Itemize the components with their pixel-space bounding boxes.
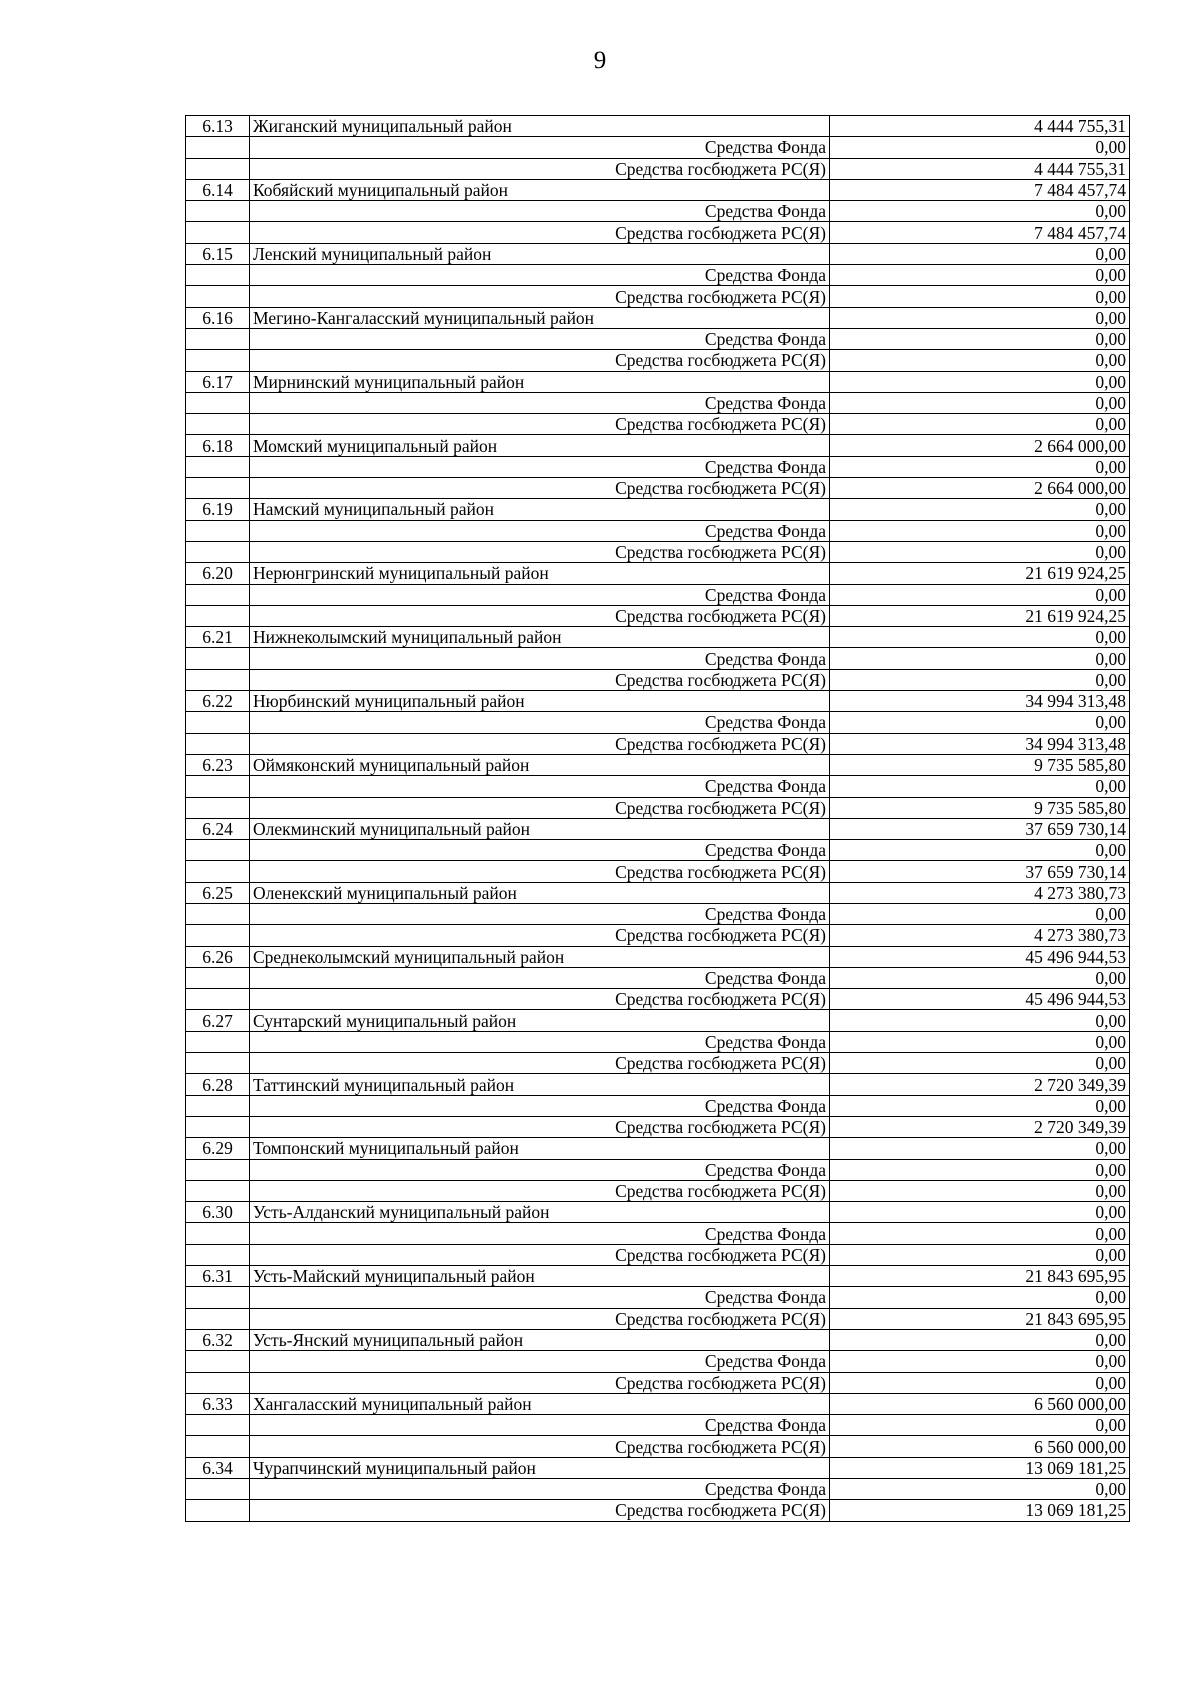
district-row bbox=[186, 179, 1130, 200]
state-budget-row bbox=[186, 1500, 1130, 1521]
item-number: 6.23 bbox=[186, 754, 250, 775]
state-budget-label: Средства госбюджета РС(Я) bbox=[250, 414, 830, 435]
fund-row bbox=[186, 1159, 1130, 1180]
state-budget-row bbox=[186, 1308, 1130, 1329]
empty-cell bbox=[186, 584, 250, 605]
item-number: 6.21 bbox=[186, 627, 250, 648]
state-budget-label: Средства госбюджета РС(Я) bbox=[250, 1116, 830, 1137]
fund-amount: 0,00 bbox=[830, 903, 1130, 924]
state-budget-amount: 37 659 730,14 bbox=[830, 861, 1130, 882]
fund-amount: 0,00 bbox=[830, 328, 1130, 349]
fund-label: Средства Фонда bbox=[250, 840, 830, 861]
state-budget-label: Средства госбюджета РС(Я) bbox=[250, 1180, 830, 1201]
district-name: Оймяконский муниципальный район bbox=[250, 754, 830, 775]
state-budget-amount: 4 273 380,73 bbox=[830, 925, 1130, 946]
item-number: 6.13 bbox=[186, 116, 250, 137]
empty-cell bbox=[186, 989, 250, 1010]
state-budget-row bbox=[186, 1244, 1130, 1265]
fund-row bbox=[186, 584, 1130, 605]
fund-row bbox=[186, 265, 1130, 286]
district-name: Кобяйский муниципальный район bbox=[250, 179, 830, 200]
fund-label: Средства Фонда bbox=[250, 137, 830, 158]
empty-cell bbox=[186, 1223, 250, 1244]
state-budget-amount: 0,00 bbox=[830, 1244, 1130, 1265]
state-budget-row bbox=[186, 1116, 1130, 1137]
item-number: 6.28 bbox=[186, 1074, 250, 1095]
district-total: 0,00 bbox=[830, 1329, 1130, 1350]
district-row bbox=[186, 946, 1130, 967]
fund-amount: 0,00 bbox=[830, 137, 1130, 158]
empty-cell bbox=[186, 669, 250, 690]
state-budget-label: Средства госбюджета РС(Я) bbox=[250, 222, 830, 243]
district-name: Оленекский муниципальный район bbox=[250, 882, 830, 903]
district-name: Жиганский муниципальный район bbox=[250, 116, 830, 137]
state-budget-amount: 0,00 bbox=[830, 286, 1130, 307]
district-total: 13 069 181,25 bbox=[830, 1457, 1130, 1478]
fund-label: Средства Фонда bbox=[250, 1223, 830, 1244]
empty-cell bbox=[186, 967, 250, 988]
district-total: 0,00 bbox=[830, 307, 1130, 328]
district-name: Чурапчинский муниципальный район bbox=[250, 1457, 830, 1478]
empty-cell bbox=[186, 733, 250, 754]
fund-row bbox=[186, 1223, 1130, 1244]
state-budget-row bbox=[186, 478, 1130, 499]
fund-amount: 0,00 bbox=[830, 1159, 1130, 1180]
state-budget-row bbox=[186, 797, 1130, 818]
state-budget-amount: 0,00 bbox=[830, 1180, 1130, 1201]
fund-label: Средства Фонда bbox=[250, 1159, 830, 1180]
empty-cell bbox=[186, 201, 250, 222]
item-number: 6.26 bbox=[186, 946, 250, 967]
district-name: Нюрбинский муниципальный район bbox=[250, 691, 830, 712]
district-row bbox=[186, 1329, 1130, 1350]
state-budget-row bbox=[186, 350, 1130, 371]
fund-label: Средства Фонда bbox=[250, 265, 830, 286]
fund-label: Средства Фонда bbox=[250, 967, 830, 988]
district-name: Намский муниципальный район bbox=[250, 499, 830, 520]
district-row bbox=[186, 754, 1130, 775]
fund-row bbox=[186, 776, 1130, 797]
district-total: 2 664 000,00 bbox=[830, 435, 1130, 456]
state-budget-amount: 0,00 bbox=[830, 414, 1130, 435]
state-budget-label: Средства госбюджета РС(Я) bbox=[250, 286, 830, 307]
empty-cell bbox=[186, 137, 250, 158]
state-budget-label: Средства госбюджета РС(Я) bbox=[250, 925, 830, 946]
state-budget-amount: 21 843 695,95 bbox=[830, 1308, 1130, 1329]
state-budget-row bbox=[186, 222, 1130, 243]
fund-amount: 0,00 bbox=[830, 1223, 1130, 1244]
district-total: 4 444 755,31 bbox=[830, 116, 1130, 137]
fund-label: Средства Фонда bbox=[250, 1479, 830, 1500]
empty-cell bbox=[186, 605, 250, 626]
fund-amount: 0,00 bbox=[830, 201, 1130, 222]
district-name: Мегино-Кангаласский муниципальный район bbox=[250, 307, 830, 328]
state-budget-row bbox=[186, 989, 1130, 1010]
state-budget-label: Средства госбюджета РС(Я) bbox=[250, 158, 830, 179]
district-total: 34 994 313,48 bbox=[830, 691, 1130, 712]
fund-label: Средства Фонда bbox=[250, 1351, 830, 1372]
district-name: Усть-Майский муниципальный район bbox=[250, 1266, 830, 1287]
district-row bbox=[186, 1010, 1130, 1031]
state-budget-row bbox=[186, 1180, 1130, 1201]
district-row bbox=[186, 1074, 1130, 1095]
item-number: 6.19 bbox=[186, 499, 250, 520]
fund-label: Средства Фонда bbox=[250, 1287, 830, 1308]
fund-amount: 0,00 bbox=[830, 1095, 1130, 1116]
fund-label: Средства Фонда bbox=[250, 776, 830, 797]
empty-cell bbox=[186, 648, 250, 669]
fund-label: Средства Фонда bbox=[250, 903, 830, 924]
fund-amount: 0,00 bbox=[830, 648, 1130, 669]
state-budget-amount: 2 720 349,39 bbox=[830, 1116, 1130, 1137]
fund-label: Средства Фонда bbox=[250, 392, 830, 413]
district-total: 45 496 944,53 bbox=[830, 946, 1130, 967]
district-total: 0,00 bbox=[830, 1138, 1130, 1159]
state-budget-row bbox=[186, 669, 1130, 690]
empty-cell bbox=[186, 712, 250, 733]
state-budget-amount: 0,00 bbox=[830, 1053, 1130, 1074]
district-row bbox=[186, 627, 1130, 648]
district-total: 0,00 bbox=[830, 1010, 1130, 1031]
empty-cell bbox=[186, 520, 250, 541]
fund-label: Средства Фонда bbox=[250, 201, 830, 222]
district-total: 7 484 457,74 bbox=[830, 179, 1130, 200]
empty-cell bbox=[186, 286, 250, 307]
state-budget-row bbox=[186, 414, 1130, 435]
fund-label: Средства Фонда bbox=[250, 1415, 830, 1436]
district-row bbox=[186, 499, 1130, 520]
item-number: 6.34 bbox=[186, 1457, 250, 1478]
item-number: 6.15 bbox=[186, 243, 250, 264]
fund-row bbox=[186, 840, 1130, 861]
fund-row bbox=[186, 967, 1130, 988]
fund-amount: 0,00 bbox=[830, 776, 1130, 797]
fund-row bbox=[186, 328, 1130, 349]
fund-amount: 0,00 bbox=[830, 1415, 1130, 1436]
item-number: 6.14 bbox=[186, 179, 250, 200]
state-budget-amount: 9 735 585,80 bbox=[830, 797, 1130, 818]
state-budget-label: Средства госбюджета РС(Я) bbox=[250, 350, 830, 371]
state-budget-row bbox=[186, 1436, 1130, 1457]
state-budget-label: Средства госбюджета РС(Я) bbox=[250, 1244, 830, 1265]
page-number: 9 bbox=[593, 47, 607, 74]
district-name: Ленский муниципальный район bbox=[250, 243, 830, 264]
empty-cell bbox=[186, 1415, 250, 1436]
fund-label: Средства Фонда bbox=[250, 520, 830, 541]
fund-label: Средства Фонда bbox=[250, 648, 830, 669]
item-number: 6.17 bbox=[186, 371, 250, 392]
fund-amount: 0,00 bbox=[830, 265, 1130, 286]
state-budget-label: Средства госбюджета РС(Я) bbox=[250, 733, 830, 754]
state-budget-label: Средства госбюджета РС(Я) bbox=[250, 478, 830, 499]
district-name: Нижнеколымский муниципальный район bbox=[250, 627, 830, 648]
state-budget-amount: 0,00 bbox=[830, 350, 1130, 371]
empty-cell bbox=[186, 541, 250, 562]
empty-cell bbox=[186, 1180, 250, 1201]
fund-amount: 0,00 bbox=[830, 840, 1130, 861]
district-total: 9 735 585,80 bbox=[830, 754, 1130, 775]
empty-cell bbox=[186, 158, 250, 179]
state-budget-row bbox=[186, 925, 1130, 946]
fund-row bbox=[186, 648, 1130, 669]
fund-row bbox=[186, 1351, 1130, 1372]
district-name: Момский муниципальный район bbox=[250, 435, 830, 456]
item-number: 6.33 bbox=[186, 1393, 250, 1414]
fund-amount: 0,00 bbox=[830, 712, 1130, 733]
district-row bbox=[186, 1202, 1130, 1223]
fund-row bbox=[186, 1479, 1130, 1500]
fund-label: Средства Фонда bbox=[250, 1031, 830, 1052]
empty-cell bbox=[186, 1244, 250, 1265]
item-number: 6.27 bbox=[186, 1010, 250, 1031]
district-name: Таттинский муниципальный район bbox=[250, 1074, 830, 1095]
fund-row bbox=[186, 712, 1130, 733]
district-total: 37 659 730,14 bbox=[830, 818, 1130, 839]
state-budget-label: Средства госбюджета РС(Я) bbox=[250, 1053, 830, 1074]
item-number: 6.25 bbox=[186, 882, 250, 903]
district-total: 0,00 bbox=[830, 371, 1130, 392]
state-budget-amount: 34 994 313,48 bbox=[830, 733, 1130, 754]
state-budget-amount: 0,00 bbox=[830, 669, 1130, 690]
fund-row bbox=[186, 1287, 1130, 1308]
state-budget-label: Средства госбюджета РС(Я) bbox=[250, 541, 830, 562]
state-budget-label: Средства госбюджета РС(Я) bbox=[250, 797, 830, 818]
item-number: 6.16 bbox=[186, 307, 250, 328]
empty-cell bbox=[186, 1308, 250, 1329]
empty-cell bbox=[186, 350, 250, 371]
state-budget-label: Средства госбюджета РС(Я) bbox=[250, 1308, 830, 1329]
district-name: Усть-Янский муниципальный район bbox=[250, 1329, 830, 1350]
state-budget-row bbox=[186, 733, 1130, 754]
fund-amount: 0,00 bbox=[830, 392, 1130, 413]
state-budget-row bbox=[186, 1372, 1130, 1393]
empty-cell bbox=[186, 861, 250, 882]
district-row bbox=[186, 882, 1130, 903]
district-row bbox=[186, 1393, 1130, 1414]
item-number: 6.30 bbox=[186, 1202, 250, 1223]
item-number: 6.32 bbox=[186, 1329, 250, 1350]
item-number: 6.24 bbox=[186, 818, 250, 839]
empty-cell bbox=[186, 776, 250, 797]
item-number: 6.20 bbox=[186, 563, 250, 584]
fund-amount: 0,00 bbox=[830, 1351, 1130, 1372]
district-row bbox=[186, 435, 1130, 456]
fund-label: Средства Фонда bbox=[250, 712, 830, 733]
fund-row bbox=[186, 456, 1130, 477]
empty-cell bbox=[186, 1053, 250, 1074]
district-row bbox=[186, 243, 1130, 264]
budget-table bbox=[185, 115, 1130, 1522]
state-budget-amount: 6 560 000,00 bbox=[830, 1436, 1130, 1457]
district-name: Усть-Алданский муниципальный район bbox=[250, 1202, 830, 1223]
fund-row bbox=[186, 201, 1130, 222]
state-budget-amount: 45 496 944,53 bbox=[830, 989, 1130, 1010]
state-budget-row bbox=[186, 605, 1130, 626]
state-budget-amount: 21 619 924,25 bbox=[830, 605, 1130, 626]
fund-row bbox=[186, 1415, 1130, 1436]
empty-cell bbox=[186, 478, 250, 499]
fund-row bbox=[186, 392, 1130, 413]
fund-amount: 0,00 bbox=[830, 584, 1130, 605]
state-budget-amount: 4 444 755,31 bbox=[830, 158, 1130, 179]
district-row bbox=[186, 1138, 1130, 1159]
district-name: Томпонский муниципальный район bbox=[250, 1138, 830, 1159]
state-budget-amount: 13 069 181,25 bbox=[830, 1500, 1130, 1521]
empty-cell bbox=[186, 265, 250, 286]
district-row bbox=[186, 818, 1130, 839]
empty-cell bbox=[186, 1116, 250, 1137]
district-row bbox=[186, 691, 1130, 712]
district-total: 21 843 695,95 bbox=[830, 1266, 1130, 1287]
state-budget-label: Средства госбюджета РС(Я) bbox=[250, 1436, 830, 1457]
empty-cell bbox=[186, 392, 250, 413]
state-budget-label: Средства госбюджета РС(Я) bbox=[250, 669, 830, 690]
district-row bbox=[186, 116, 1130, 137]
state-budget-row bbox=[186, 158, 1130, 179]
empty-cell bbox=[186, 222, 250, 243]
fund-label: Средства Фонда bbox=[250, 328, 830, 349]
empty-cell bbox=[186, 328, 250, 349]
district-name: Среднеколымский муниципальный район bbox=[250, 946, 830, 967]
fund-label: Средства Фонда bbox=[250, 1095, 830, 1116]
fund-amount: 0,00 bbox=[830, 520, 1130, 541]
fund-amount: 0,00 bbox=[830, 1287, 1130, 1308]
district-total: 2 720 349,39 bbox=[830, 1074, 1130, 1095]
empty-cell bbox=[186, 1159, 250, 1180]
district-row bbox=[186, 371, 1130, 392]
district-name: Олекминский муниципальный район bbox=[250, 818, 830, 839]
item-number: 6.18 bbox=[186, 435, 250, 456]
state-budget-label: Средства госбюджета РС(Я) bbox=[250, 1372, 830, 1393]
district-total: 4 273 380,73 bbox=[830, 882, 1130, 903]
empty-cell bbox=[186, 1436, 250, 1457]
fund-label: Средства Фонда bbox=[250, 456, 830, 477]
district-total: 6 560 000,00 bbox=[830, 1393, 1130, 1414]
state-budget-amount: 7 484 457,74 bbox=[830, 222, 1130, 243]
state-budget-row bbox=[186, 286, 1130, 307]
fund-amount: 0,00 bbox=[830, 456, 1130, 477]
district-row bbox=[186, 307, 1130, 328]
fund-row bbox=[186, 1095, 1130, 1116]
state-budget-row bbox=[186, 861, 1130, 882]
state-budget-amount: 2 664 000,00 bbox=[830, 478, 1130, 499]
item-number: 6.29 bbox=[186, 1138, 250, 1159]
empty-cell bbox=[186, 903, 250, 924]
state-budget-amount: 0,00 bbox=[830, 1372, 1130, 1393]
empty-cell bbox=[186, 414, 250, 435]
fund-amount: 0,00 bbox=[830, 967, 1130, 988]
fund-row bbox=[186, 137, 1130, 158]
fund-amount: 0,00 bbox=[830, 1479, 1130, 1500]
item-number: 6.22 bbox=[186, 691, 250, 712]
state-budget-row bbox=[186, 1053, 1130, 1074]
empty-cell bbox=[186, 1031, 250, 1052]
state-budget-label: Средства госбюджета РС(Я) bbox=[250, 1500, 830, 1521]
fund-row bbox=[186, 1031, 1130, 1052]
district-name: Сунтарский муниципальный район bbox=[250, 1010, 830, 1031]
item-number: 6.31 bbox=[186, 1266, 250, 1287]
empty-cell bbox=[186, 456, 250, 477]
state-budget-label: Средства госбюджета РС(Я) bbox=[250, 605, 830, 626]
empty-cell bbox=[186, 1372, 250, 1393]
fund-label: Средства Фонда bbox=[250, 584, 830, 605]
empty-cell bbox=[186, 840, 250, 861]
empty-cell bbox=[186, 1287, 250, 1308]
district-name: Хангаласский муниципальный район bbox=[250, 1393, 830, 1414]
district-total: 21 619 924,25 bbox=[830, 563, 1130, 584]
state-budget-amount: 0,00 bbox=[830, 541, 1130, 562]
district-total: 0,00 bbox=[830, 627, 1130, 648]
district-total: 0,00 bbox=[830, 1202, 1130, 1223]
empty-cell bbox=[186, 797, 250, 818]
state-budget-label: Средства госбюджета РС(Я) bbox=[250, 989, 830, 1010]
empty-cell bbox=[186, 1095, 250, 1116]
district-row bbox=[186, 1457, 1130, 1478]
empty-cell bbox=[186, 1479, 250, 1500]
fund-amount: 0,00 bbox=[830, 1031, 1130, 1052]
empty-cell bbox=[186, 1351, 250, 1372]
district-name: Нерюнгринский муниципальный район bbox=[250, 563, 830, 584]
district-total: 0,00 bbox=[830, 243, 1130, 264]
fund-row bbox=[186, 903, 1130, 924]
empty-cell bbox=[186, 925, 250, 946]
state-budget-label: Средства госбюджета РС(Я) bbox=[250, 861, 830, 882]
state-budget-row bbox=[186, 541, 1130, 562]
empty-cell bbox=[186, 1500, 250, 1521]
budget-table-body bbox=[186, 116, 1130, 1522]
district-row bbox=[186, 1266, 1130, 1287]
district-row bbox=[186, 563, 1130, 584]
fund-row bbox=[186, 520, 1130, 541]
district-total: 0,00 bbox=[830, 499, 1130, 520]
district-name: Мирнинский муниципальный район bbox=[250, 371, 830, 392]
